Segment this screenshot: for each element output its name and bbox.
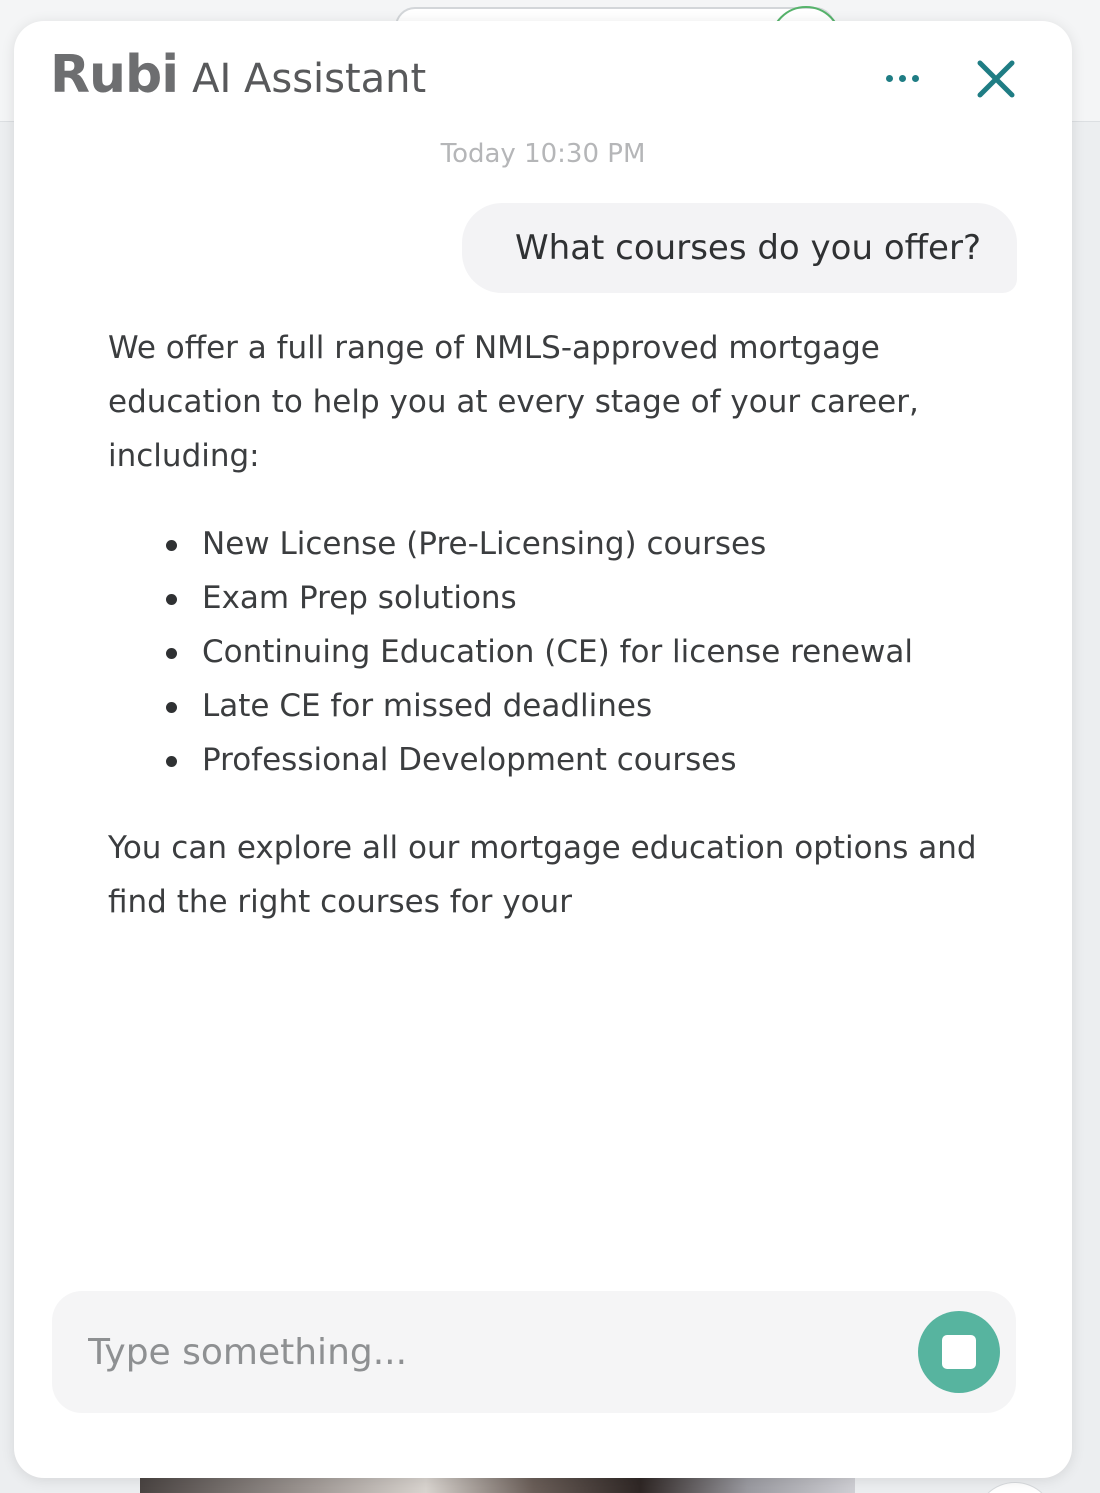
user-message-text: What courses do you offer?	[515, 228, 981, 268]
course-list-item: Continuing Education (CE) for license renewal	[166, 625, 1008, 679]
more-horizontal-icon	[886, 75, 893, 82]
course-list	[166, 517, 1008, 787]
assistant-brand	[50, 45, 427, 105]
message-input[interactable]	[88, 1321, 878, 1383]
stop-generating-button[interactable]	[918, 1311, 1000, 1393]
assistant-intro-text: We offer a full range of NMLS-approved mortgage education to help you at every stage of your career, including:	[108, 330, 919, 474]
assistant-outro-text: You can explore all our mortgage education options and find the right courses for your	[108, 830, 977, 920]
message-timestamp: Today 10:30 PM	[440, 139, 646, 169]
close-icon	[972, 55, 1020, 103]
user-message-bubble	[462, 203, 1017, 293]
course-list-item: Exam Prep solutions	[166, 571, 1008, 625]
assistant-message	[108, 321, 1008, 929]
assistant-title: AI Assistant	[192, 56, 427, 102]
message-composer	[52, 1291, 1016, 1413]
course-list-item: Late CE for missed deadlines	[166, 679, 1008, 733]
rubi-logo: Rubi	[50, 45, 179, 105]
background-chat-launcher	[975, 1482, 1055, 1493]
close-button[interactable]	[972, 55, 1020, 103]
stop-icon	[942, 1335, 976, 1369]
chat-panel	[14, 21, 1072, 1478]
course-list-item: New License (Pre-Licensing) courses	[166, 517, 1008, 571]
more-horizontal-icon-dot	[899, 75, 906, 82]
course-list-item: Professional Development courses	[166, 733, 1008, 787]
more-horizontal-icon-dot	[912, 75, 919, 82]
more-options-button[interactable]	[876, 61, 928, 95]
